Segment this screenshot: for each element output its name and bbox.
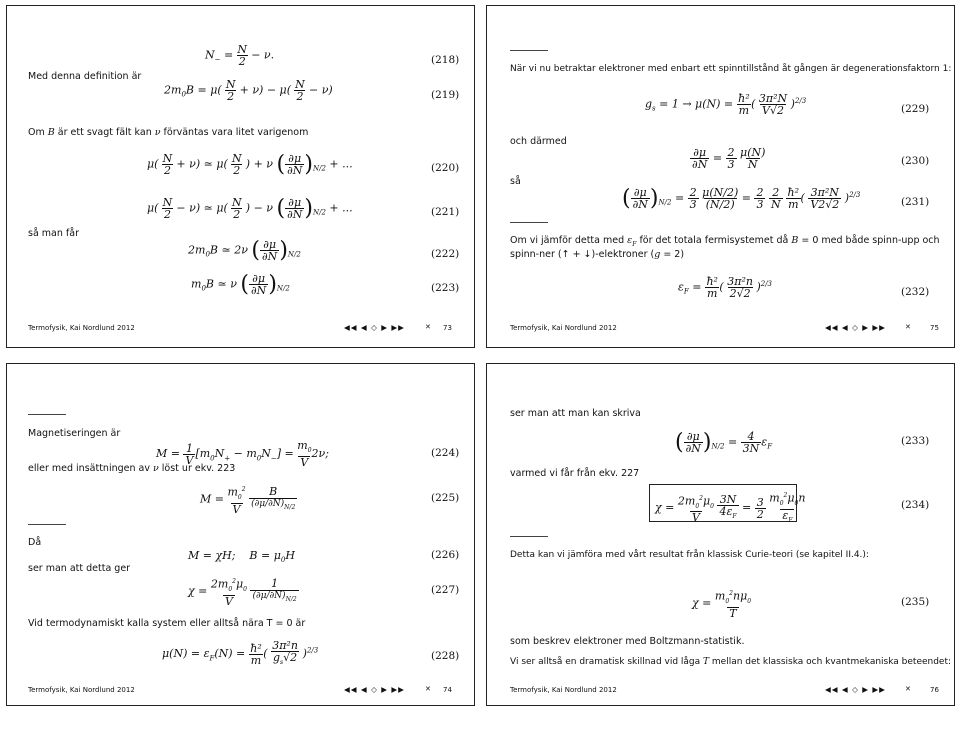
compare-text-1: Om vi jämför detta med $\varepsilon_F$ för det totala fermisystemet då B = 0 med både spinn-upp och [510, 235, 940, 248]
divider [510, 50, 548, 51]
equation-219: $2m_0B = \mu$( N 2 + ν) − μ( N 2 − ν) [164, 78, 333, 103]
nav-controls[interactable]: ◀◀ ◀ ◇ ▶ ▶▶ [825, 685, 886, 694]
equation-229: $g_s = 1 \to \mu(N)$ = ħ² m ( 3π²N V√2 )$^{2/3}$ [645, 92, 807, 117]
dramatic-text: Vi ser alltså en dramatisk skillnad vid låga T mellan det klassiska och kvantmekaniska beteendet: [510, 657, 952, 667]
slide-73 [6, 5, 475, 348]
close-icon[interactable]: ✕ [905, 685, 911, 693]
divider [28, 524, 66, 525]
divider [510, 536, 548, 537]
equation-227: $\chi = 2m_0^2\mu_0$ V 1 $(\partial\mu/\partial N)_{N/2}$ [188, 577, 297, 608]
equation-233: ( ∂μ $\partial N)_{N/2} = 4$ 3N $\varepsilon_F$ [675, 430, 773, 455]
equation-222: $2m_0B$ ≃ 2ν ( ∂μ $\partial N)_{N/2}$ [188, 238, 301, 263]
weak-field-text: Om B är ett svagt fält kan ν förväntas vara litet varigenom [28, 127, 309, 138]
intro-text: När vi nu betraktar elektroner med enbart ett spinntillstånd åt gången är degenerationsfaktorn 1: [510, 64, 952, 74]
definition-intro-text: Med denna definition är [28, 71, 142, 82]
eq-number-233: (233) [901, 435, 930, 447]
equation-228: $\mu(N) = \varepsilon_F(N)$ = ħ² m ( 3π²n $g_s√2$ )$^{2/3}$ [162, 639, 319, 667]
slide-74 [6, 363, 475, 706]
equation-224: M = 1 V $[m_0N_+ - m_0N_-] = m_0$ V2ν; [156, 439, 329, 470]
footer-course: Termofysik, Kai Nordlund 2012 [28, 324, 135, 332]
eq-number-225: (225) [431, 492, 460, 504]
so-text: så [510, 176, 521, 187]
boltzmann-text: som beskrev elektroner med Boltzmann-statistik. [510, 636, 745, 647]
eq-number-219: (219) [431, 89, 460, 101]
nav-controls[interactable]: ◀◀ ◀ ◇ ▶ ▶▶ [344, 685, 405, 694]
equation-220: μ( N 2 + ν) ≃ μ( N 2 ) + ν ( ∂μ $\partial N)_{N/2}$ + ... [147, 152, 353, 177]
eq-number-218: (218) [431, 54, 460, 66]
nav-controls[interactable]: ◀◀ ◀ ◇ ▶ ▶▶ [344, 323, 405, 332]
eq-number-220: (220) [431, 162, 460, 174]
equation-230: ∂μ ∂N = 2 3 μ(N) N [692, 146, 766, 171]
divider [510, 222, 548, 223]
page-number: 74 [443, 686, 452, 694]
close-icon[interactable]: ✕ [905, 323, 911, 331]
compare-text-2: spinn-ner (↑ + ↓)-elektroner (g = 2) [510, 249, 685, 260]
eq-number-227: (227) [431, 584, 460, 596]
eq-number-235: (235) [901, 596, 930, 608]
eq-number-229: (229) [901, 103, 930, 115]
eq-number-232: (232) [901, 286, 930, 298]
divider [28, 414, 66, 415]
eq-number-224: (224) [431, 447, 460, 459]
close-icon[interactable]: ✕ [425, 323, 431, 331]
equation-221: μ( N 2 − ν) ≃ μ( N 2 ) − ν ( ∂μ $\partial N)_{N/2}$ + ... [147, 196, 353, 221]
see-can-text: ser man att man kan skriva [510, 408, 641, 419]
equation-231: ( ∂μ $\partial N)_{N/2} = 2$ 3 μ(N/2) (N/2) = 2 3 2 N ħ² m ( 3π²N V2√2 )$^{2/3}$ [622, 186, 861, 211]
and-thus-text: och därmed [510, 136, 567, 147]
eq-number-221: (221) [431, 206, 460, 218]
eq-number-226: (226) [431, 549, 460, 561]
see-text: ser man att detta ger [28, 563, 131, 574]
then-text: Då [28, 537, 42, 548]
close-icon[interactable]: ✕ [425, 685, 431, 693]
equation-218: $N_- = N$ 2 − ν. [205, 43, 275, 68]
eq-number-222: (222) [431, 248, 460, 260]
eq-number-223: (223) [431, 282, 460, 294]
eq-number-231: (231) [901, 196, 930, 208]
slide-76 [486, 363, 955, 706]
eq-number-228: (228) [431, 650, 460, 662]
equation-235: $\chi = m_0^2n\mu_0$ T [692, 589, 752, 620]
footer-course: Termofysik, Kai Nordlund 2012 [28, 686, 135, 694]
page-number: 75 [930, 324, 939, 332]
vid-text: Vid termodynamiskt kalla system eller alltså nära T = 0 är [28, 618, 306, 629]
insert-text: eller med insättningen av ν löst ur ekv. 223 [28, 463, 236, 474]
magnetization-text: Magnetiseringen är [28, 428, 121, 439]
footer-course: Termofysik, Kai Nordlund 2012 [510, 686, 617, 694]
from-eq-text: varmed vi får från ekv. 227 [510, 468, 640, 479]
footer-course: Termofysik, Kai Nordlund 2012 [510, 324, 617, 332]
equation-232: $\varepsilon_F$ = ħ² m ( 3π²n 2√2 )$^{2/3}$ [678, 275, 773, 300]
nav-controls[interactable]: ◀◀ ◀ ◇ ▶ ▶▶ [825, 323, 886, 332]
equation-234: $\chi = 2m_0^2\mu_0$ V 3N $4\varepsilon_F = 3$ 2 $m_0^2\mu_0n$ $\varepsilon_F$ [655, 491, 806, 525]
slide-75 [486, 5, 955, 348]
so-we-get-text: så man får [28, 228, 79, 239]
eq-number-230: (230) [901, 155, 930, 167]
curie-text: Detta kan vi jämföra med vårt resultat från klassisk Curie-teori (se kapitel II.4.): [510, 550, 869, 560]
page-number: 76 [930, 686, 939, 694]
page-number: 73 [443, 324, 452, 332]
eq-number-234: (234) [901, 499, 930, 511]
equation-223: $m_0B$ ≃ ν ( ∂μ $\partial N)_{N/2}$ [191, 272, 290, 297]
equation-225: $M = m_0^2$ V B $(\partial\mu/\partial N)_{N/2}$ [200, 485, 296, 516]
equation-226: M = χH; $B = \mu_0H$ [188, 549, 295, 565]
